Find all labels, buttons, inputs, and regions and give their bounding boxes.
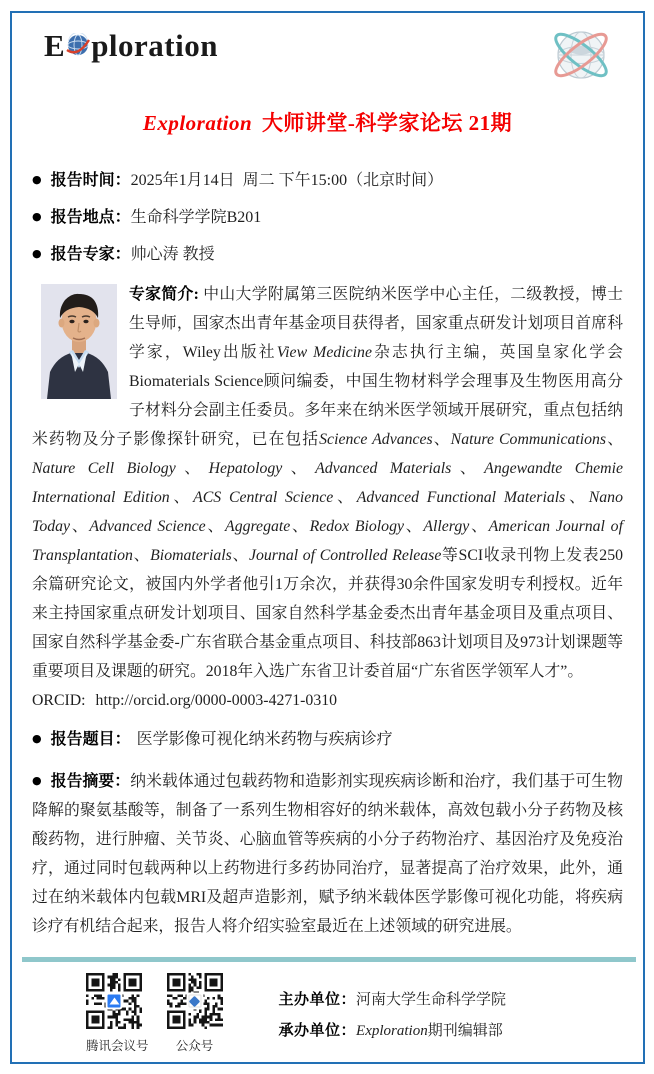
brand-suffix: ploration [91,27,218,63]
brand-prefix: E [44,27,66,63]
orcid-url: http://orcid.org/0000-0003-4271-0310 [95,692,338,709]
tencent-meeting-icon [106,993,123,1010]
abstract-label: 报告摘要： [50,773,131,790]
undertaker-value: Exploration期刊编辑部 [356,1023,503,1039]
bullet-icon: ● [32,774,42,787]
qr-wechat-official [167,973,223,1054]
info-value: 2025年1月14日 周二 下午15:00（北京时间） [130,172,444,189]
bullet-icon: ● [32,173,42,186]
bullet-icon: ● [32,732,42,745]
orcid-line [32,686,623,715]
qr-tencent-meeting [86,973,149,1054]
poster-border [10,11,645,1064]
wechat-official-icon [186,993,203,1010]
info-label: 报告地点： [50,209,131,226]
university-globe-logo [543,26,617,89]
topic-value: 医学影像可视化纳米药物与疾病诊疗 [136,731,393,748]
qr-label: 腾讯会议号 [86,1039,149,1053]
footer-divider [22,957,636,962]
orcid-label: ORCID: [32,692,86,709]
organizer-line [279,985,507,1016]
undertaker-line [279,1016,507,1047]
info-item-speaker [32,243,623,266]
abstract-text: 纳米载体通过包载药物和造影剂实现疾病诊断和治疗，我们基于可生物降解的聚氨基酸等，制备了一系列生物相容好的纳米载体，高效包载小分子药物及核酸药物，进行肿瘤、关节炎、心脑血管等疾病的小分子药物治疗、基因治疗及免疫治疗，通过同时包载两种以上药物进行多药协同治疗，显著提高了治疗效果，此外，通过在纳米载体内包载MRI及超声造影剂，赋予纳米载体医学影像可视化功能，将疾病诊疗有机结合起来，报告人将介绍实验室最近在上述领域的研究进展。 [32,773,623,935]
abstract-paragraph [32,766,623,941]
qr-code [86,973,142,1029]
footer [32,973,623,1054]
info-value: 帅心涛 教授 [130,246,215,263]
qr-group [86,973,223,1054]
page-title: Exploration 大师讲堂-科学家论坛 21期 [142,111,513,135]
bullet-icon: ● [32,247,42,260]
poster-content [12,13,643,1062]
qr-label: 公众号 [175,1039,214,1053]
organizer-value: 河南大学生命科学学院 [356,992,507,1008]
header [32,13,623,85]
topic-line [32,727,623,752]
undertaker-label: 承办单位： [278,1023,357,1039]
bullet-icon: ● [32,210,42,223]
expert-photo [41,284,117,399]
topic-label: 报告题目： [50,731,131,748]
info-item-time [32,169,623,192]
info-list [32,169,623,266]
info-label: 报告时间： [50,172,131,189]
bio-text: 中山大学附属第三医院纳米医学中心主任，二级教授，博士生导师，国家杰出青年基金项目获得者，国家重点研发计划项目首席科学家，Wiley出版社View Medicine杂志执行主编，英国皇家化学会Biomaterials Science顾问编委，中国生物材料学会理事及生物医用高分子材料分会副主任委员。多年来在纳米医学领域开展研究，重点包括纳米药物及分子影像探针研究，已在包括Science Advances、Nature Communications、Nature Cell Biology、Hepatology、Advanced Materials、Angewandte Chemie International Edition、ACS Central Science、Advanced Functional Materials、Nano Today、Advanced Science、Aggregate、Redox Biology、Allergy、American Journal of Transplantation、Biomaterials、Journal of Controlled Release等SCI收录刊物上发表250余篇研究论文，被国内外学者他引1万余次，并获得30余件国家发明专利授权。近年来主持国家重点研发计划项目、国家自然科学基金委杰出青年基金项目及重点项目、国家自然科学基金委-广东省联合基金重点项目、科技部863计划项目及973计划课题等重要项目及课题的研究。2018年入选广东省卫计委首届“广东省医学领军人才”。 [32,286,624,680]
organizer-label: 主办单位： [278,992,357,1008]
bio-paragraph [32,280,623,686]
info-label: 报告专家： [50,246,131,263]
info-value: 生命科学学院B201 [130,209,262,226]
qr-code [167,973,223,1029]
host-info [279,973,507,1047]
brand-globe-icon [66,31,90,62]
journal-logo [44,28,218,62]
info-item-location [32,206,623,229]
bio-label: 专家简介: [129,286,199,303]
